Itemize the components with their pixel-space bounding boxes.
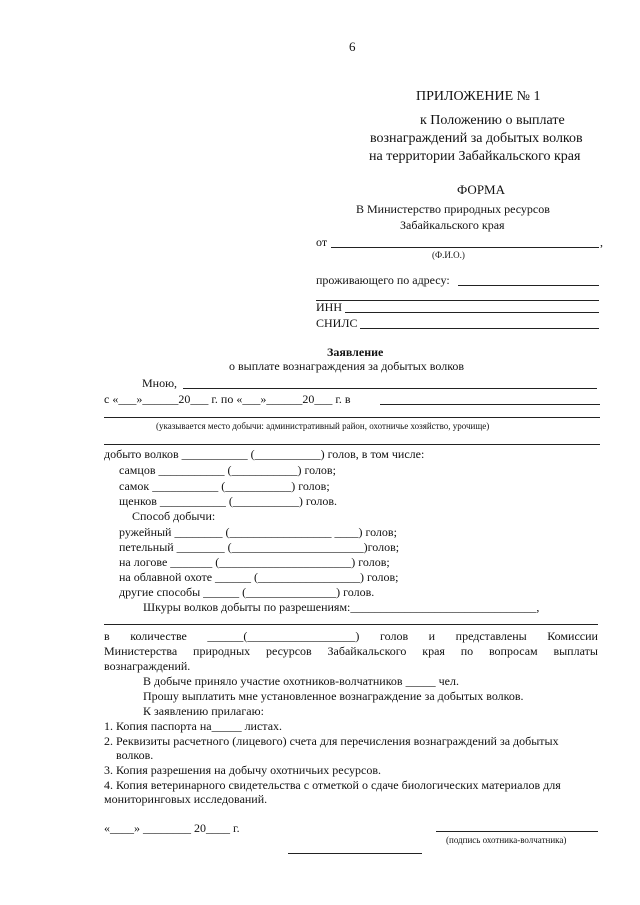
residence-label: проживающего по адресу: [316,273,450,287]
period-line: с «___»______20___ г. по «___»______20___ г. в [104,392,351,406]
signature-caption: (подпись охотника-волчатника) [446,835,567,845]
word: представлены [455,629,527,643]
fio-caption: (Ф.И.О.) [432,250,465,260]
word: по [460,644,474,658]
statement-subtitle: о выплате вознаграждения за добытых волков [229,359,465,373]
form-label: ФОРМА [457,182,505,197]
place-caption: (указывается место добычи: административный район, охотничье хозяйство, урочище) [156,421,490,431]
permits-line: Шкуры волков добыты по разрешениям:_______________________________, [143,600,540,614]
inn-label: ИНН [316,300,342,314]
word: края [422,644,445,658]
permits-field-line-2[interactable] [104,624,598,625]
word: вопросам [488,644,538,658]
place-field-line-3[interactable] [104,444,600,445]
address-field[interactable] [458,285,599,286]
statement-title: Заявление [327,345,384,359]
word: природных [193,644,251,658]
word: Забайкальского [327,644,407,658]
word: ресурсов [265,644,312,658]
participation-line: В добыче приняло участие охотников-волчатников _____ чел. [143,674,459,688]
by-me-label: Мною, [142,376,178,390]
fio-field[interactable] [331,247,599,248]
other-methods-count-line: другие способы ______ (_______________) голов. [119,585,375,599]
attachment-item-2: 2. Реквизиты расчетного (лицевого) счета для перечисления вознаграждений за добытых [104,734,559,748]
inn-field[interactable] [345,312,599,313]
word: количестве [130,629,187,643]
fio-end-comma: , [600,235,603,249]
appendix-line-1: к Положению о выплате [420,113,565,128]
bottom-divider [288,853,422,854]
signature-date: «____» ________ 20____ г. [104,821,240,835]
females-count-line: самок ___________ (___________) голов; [119,479,330,493]
word: в [104,629,110,643]
word: выплаты [553,644,598,658]
request-line: Прошу выплатить мне установленное вознаграждение за добытых волков. [143,689,524,703]
attachment-item-3: 3. Копия разрешения на добычу охотничьих ресурсов. [104,763,382,777]
snils-label: СНИЛС [316,316,358,330]
wolves-count-line: добыто волков ___________ (___________) голов, в том числе: [104,447,425,461]
attach-label: К заявлению прилагаю: [143,704,264,718]
rifle-count-line: ружейный ________ (_________________ ____) голов; [119,525,397,539]
place-field[interactable] [380,404,600,405]
attachment-item-4: 4. Копия ветеринарного свидетельства с отметкой о сдаче биологических материалов для [104,778,561,792]
word: Министерства [104,644,178,658]
method-label: Способ добычи: [132,509,216,523]
snils-field[interactable] [360,328,599,329]
page-number: 6 [349,39,356,54]
ministry-line [104,645,598,657]
attachment-item-2-cont: волков. [116,748,154,762]
drive-hunt-count-line: на облавной охоте ______ (_________________) голов; [119,570,399,584]
place-field-line-2[interactable] [104,417,600,418]
attachment-item-1: 1. Копия паспорта на_____ листах. [104,719,283,733]
word: голов [379,629,409,643]
from-prefix: от [316,235,328,249]
addressee-line-1: В Министерство природных ресурсов [356,202,550,216]
appendix-line-3: на территории Забайкальского края [369,149,581,164]
den-count-line: на логове _______ (______________________) голов; [119,555,390,569]
word: ______(__________________) [207,629,360,643]
pups-count-line: щенков ___________ (___________) голов. [119,494,337,508]
word: и [428,629,436,643]
addressee-line-2: Забайкальского края [400,218,505,232]
attachment-item-4-cont: мониторинговых исследований. [104,792,268,806]
signature-field[interactable] [436,831,598,832]
address-field-line-2[interactable] [316,300,599,301]
males-count-line: самцов ___________ (___________) голов; [119,463,336,477]
snare-count-line: петельный ________ (______________________)голов; [119,540,400,554]
word: Комиссии [547,629,598,643]
appendix-title: ПРИЛОЖЕНИЕ № 1 [416,89,541,104]
applicant-field[interactable] [183,388,597,389]
appendix-line-2: вознаграждений за добытых волков [370,131,583,146]
quantity-line [104,630,598,642]
rewards-line: вознаграждений. [104,659,191,673]
